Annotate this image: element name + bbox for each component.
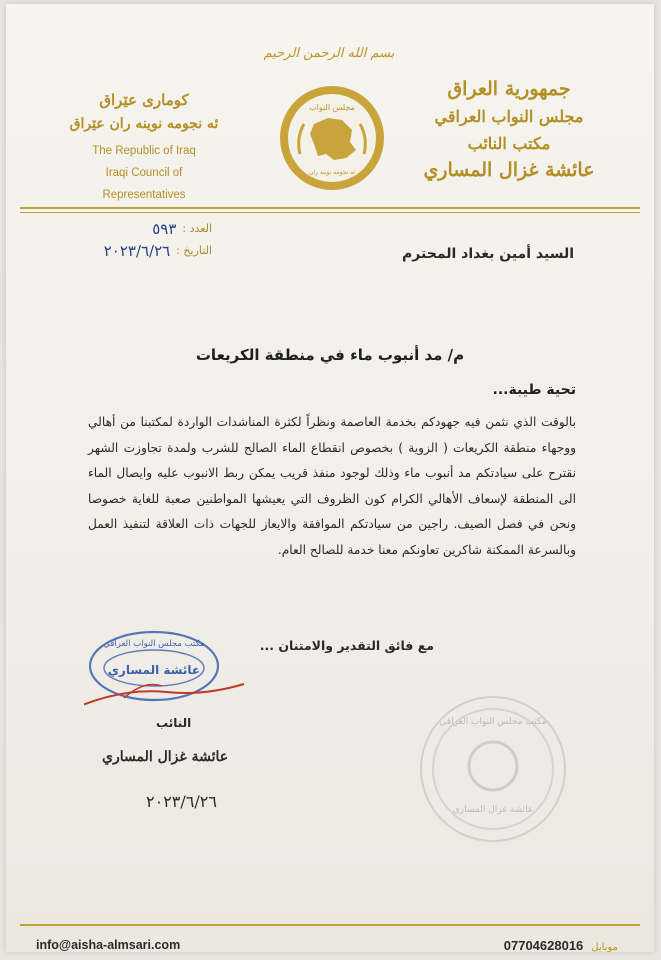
blue-office-stamp	[84, 626, 246, 710]
kurdish-english-letterhead	[64, 88, 224, 206]
mobile-number: 07704628016	[503, 938, 584, 952]
footer-email: info@aisha-almsari.com	[36, 938, 181, 952]
reference-date-label: التاريخ :	[176, 244, 212, 257]
letterhead-line-office: مكتب النائب	[467, 134, 551, 153]
mobile-label: موبايل	[591, 942, 618, 952]
letter-page	[6, 4, 654, 952]
emblem-top-text: مجلس النواب	[309, 103, 355, 112]
letterhead-line-council: مجلس النواب العراقي	[434, 107, 584, 126]
greeting-line: تحية طيبة...	[492, 382, 576, 398]
subject-line: م/ مد أنبوب ماء في منطقة الكريعات	[195, 346, 465, 364]
red-signature-stroke	[84, 684, 244, 706]
embossed-seal	[418, 694, 568, 844]
footer-mobile	[504, 938, 618, 952]
seal-inner-text: عائشة غزال المساري	[452, 805, 534, 815]
english-line-council: Iraqi Council of Representatives	[102, 167, 186, 201]
reference-number-value: ٥٩٣	[152, 220, 177, 238]
arabic-letterhead	[404, 76, 614, 184]
closing-line: مع فائق التقدير والامتنان ...	[259, 638, 434, 653]
letterhead-line-republic: جمهورية العراق	[447, 78, 571, 100]
signer-name: عائشة غزال المساري	[102, 749, 229, 765]
header-divider-thin	[20, 212, 640, 213]
kurdish-line-republic: كوماری عێراق	[99, 91, 189, 109]
basmala-calligraphy: بسم الله الرحمن الرحيم	[263, 46, 395, 61]
signer-title: النائب	[156, 716, 192, 730]
stamp-outer-text: مكتب مجلس النواب العراقي	[103, 639, 205, 649]
english-line-republic: The Republic of Iraq	[92, 145, 196, 157]
header-divider-thick	[20, 207, 640, 209]
reference-date-value: ٢٠٢٣/٦/٢٦	[103, 242, 171, 260]
council-emblem-logo	[278, 84, 386, 192]
footer-divider	[20, 924, 640, 926]
emblem-bottom-text: ئه نجومه نوينه ران	[308, 169, 356, 176]
seal-outer-text: مكتب مجلس النواب العراقي	[439, 717, 547, 727]
addressee-line: السيد أمين بغداد المحترم	[402, 246, 574, 262]
stamp-inner-text: عائشة المساري	[107, 663, 201, 677]
letter-body-paragraph: بالوقت الذي نثمن فيه جهودكم بخدمة العاصمة ونظراً لكثرة المناشدات الواردة لمكتبنا من أهالي ووجهاء منطقة الكريعات ( الزوية ) بخصوص انقطاع الماء الصالح للشرب ولمدة تجاوزت الشهر نقترح على سيادتكم مد أنبوب ماء وذلك لوجود منفذ قريب يمكن ربط الانبوب عليه وايصال الماء الى المنطقة لإسعاف الأهالي الكرام كون الظروف التي يعيشها المواطنين صعبة للغاية خصوصا ونحن في فصل الصيف. راجين من سيادتكم الموافقة والايعاز للجهات ذات العلاقة لتنفيذ العمل وبالسرعة الممكنة شاكرين تعاونكم معنا خدمة للصالح العام.	[88, 415, 576, 557]
reference-block	[52, 218, 212, 262]
kurdish-line-council: ئه نجومه نوينه ران عێراق	[69, 116, 219, 132]
signature-date: ٢٠٢٣/٦/٢٦	[146, 792, 217, 811]
reference-number-label: العدد :	[182, 222, 212, 235]
letterhead-line-name: عائشة غزال المساري	[423, 159, 595, 181]
